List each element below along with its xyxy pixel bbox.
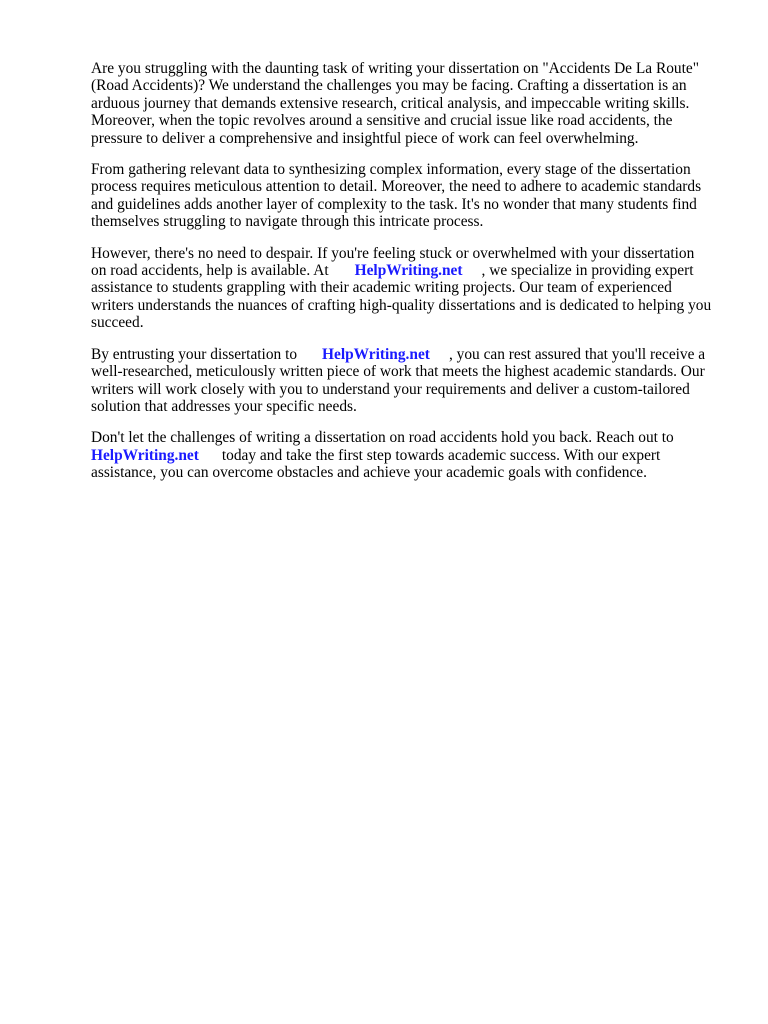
text-line: pressure to deliver a comprehensive and insightful piece of work can feel overwhelming. [91, 129, 639, 147]
text-segment: today and take the first step towards academic success. With our expert [221, 446, 661, 464]
paragraph-cta [91, 429, 731, 481]
text-line: solution that addresses your specific needs. [91, 397, 357, 415]
paragraph-help [91, 245, 731, 332]
text-line: themselves struggling to navigate through this intricate process. [91, 213, 484, 231]
paragraph-process [91, 161, 731, 231]
text-line-with-link [91, 262, 731, 279]
text-line: succeed. [91, 314, 144, 332]
text-line-with-link [91, 447, 731, 464]
text-segment: By entrusting your dissertation to [91, 345, 298, 363]
text-line: assistance to students grappling with their academic writing projects. Our team of experienced [91, 279, 672, 297]
paragraph-entrust [91, 346, 731, 416]
helpwriting-link[interactable]: HelpWriting.net [322, 345, 430, 363]
text-line: and guidelines adds another layer of complexity to the task. It's no wonder that many students find [91, 195, 697, 213]
text-line: writers will work closely with you to understand your requirements and deliver a custom-tailored [91, 380, 690, 398]
text-line: From gathering relevant data to synthesizing complex information, every stage of the dissertation [91, 161, 691, 179]
text-line: assistance, you can overcome obstacles and achieve your academic goals with confidence. [91, 464, 647, 482]
text-line: (Road Accidents)? We understand the challenges you may be facing. Crafting a dissertation is an [91, 77, 687, 95]
text-line: arduous journey that demands extensive research, critical analysis, and impeccable writing skills. [91, 94, 690, 112]
text-segment: , we specialize in providing expert [481, 262, 694, 280]
text-line: Don't let the challenges of writing a dissertation on road accidents hold you back. Reach out to [91, 429, 674, 447]
paragraph-intro [91, 60, 731, 147]
text-line-with-link [91, 346, 731, 363]
text-line: writers understands the nuances of crafting high-quality dissertations and is dedicated to helping you [91, 296, 712, 314]
helpwriting-link[interactable]: HelpWriting.net [91, 446, 199, 464]
text-line: Moreover, when the topic revolves around a sensitive and crucial issue like road accidents, the [91, 112, 673, 130]
text-line: Are you struggling with the daunting task of writing your dissertation on "Accidents De La Route" [91, 60, 699, 77]
text-line: process requires meticulous attention to detail. Moreover, the need to adhere to academic standards [91, 178, 702, 196]
text-segment: , you can rest assured that you'll receive a [448, 345, 706, 363]
helpwriting-link[interactable]: HelpWriting.net [354, 262, 463, 280]
text-segment: on road accidents, help is available. At [91, 262, 329, 280]
document-page [91, 60, 731, 496]
text-line: However, there's no need to despair. If you're feeling stuck or overwhelmed with your dissertation [91, 244, 695, 262]
text-line: well-researched, meticulously written piece of work that meets the highest academic standards. Our [91, 363, 705, 381]
